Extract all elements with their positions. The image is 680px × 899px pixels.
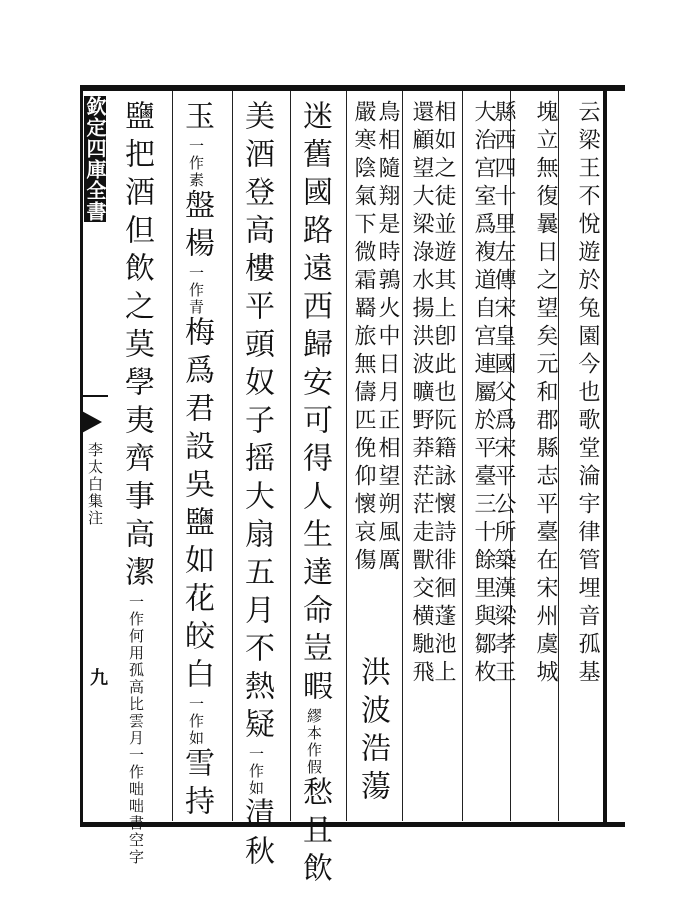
frame-bottom-rule (80, 822, 625, 827)
text-column-5: 相如之徒並遊其上卽此也阮籍詠懷詩徘徊蓬池上 (431, 100, 456, 688)
poem-note: 一作如 (247, 746, 265, 797)
poem-note: 一作何用孤高比雲月一作咄咄書空字 (127, 594, 145, 866)
column-separator (462, 91, 463, 821)
fold-title: 欽定四庫全書 (83, 96, 107, 222)
column-separator (232, 91, 233, 821)
text-column-7: 鳥相隨翔是時鶉火中日月正相望朔風厲 (375, 100, 400, 576)
fold-book-title: 李太白集注 (86, 442, 104, 527)
column-separator (346, 91, 347, 821)
fold-page-number: 九 (87, 668, 108, 686)
frame-right-rule (603, 88, 607, 824)
text-column-12 (118, 100, 154, 866)
text-column-3: 縣西四十里左傳宋皇國父爲宋平公所築漢梁孝王 (491, 100, 516, 688)
poem-note: 一作素 (187, 138, 205, 189)
text-column-2: 塊立無復曩日之望矣元和郡縣志平臺在宋州虞城 (533, 100, 558, 688)
text-column-4: 大治宫室爲複道自宫連屬於平臺三十餘里與鄒枚 (471, 100, 496, 688)
poem-text-tail: 愁且飲 (297, 776, 332, 890)
poem-text: 鹽把酒但飲之莫學夷齊事高潔 (119, 100, 154, 594)
fold-fish-tail-line (80, 395, 108, 397)
poem-note: 繆本作假 (305, 708, 323, 776)
poem-text: 盤楊 (179, 189, 214, 265)
poem-note: 一作青 (187, 265, 205, 316)
frame-top-rule (80, 85, 625, 91)
poem-note: 一作如 (187, 696, 205, 747)
poem-text: 玉 (179, 100, 214, 138)
text-column-9 (296, 100, 332, 890)
poem-text-tail: 雪持 (179, 747, 214, 823)
text-column-1: 云梁王不悅遊於兔園今也歌堂淪宇律管埋音孤基 (575, 100, 600, 688)
text-column-6: 還顧望大梁淥水揚洪波曠野莽茫茫走獸交横馳飛 (409, 100, 434, 688)
poem-text-tail: 清秋 (239, 797, 274, 873)
column-separator (290, 91, 291, 821)
column-separator (172, 91, 173, 821)
text-column-10 (238, 100, 274, 873)
column-separator (402, 91, 403, 821)
text-column-8-tail: 洪波浩蕩 (355, 656, 390, 808)
text-column-8: 嚴寒陰氣下微霜羇旅無儔匹俛仰懷哀傷 (351, 100, 376, 576)
poem-text: 美酒登高樓平頭奴子摇大扇五月不熱疑 (239, 100, 274, 746)
poem-text: 迷舊國路遠西歸安可得人生達命豈暇 (297, 100, 332, 708)
text-column-11 (178, 100, 214, 823)
poem-text: 梅爲君設吳鹽如花皎白 (179, 316, 214, 696)
fold-fish-tail-icon (80, 410, 102, 434)
